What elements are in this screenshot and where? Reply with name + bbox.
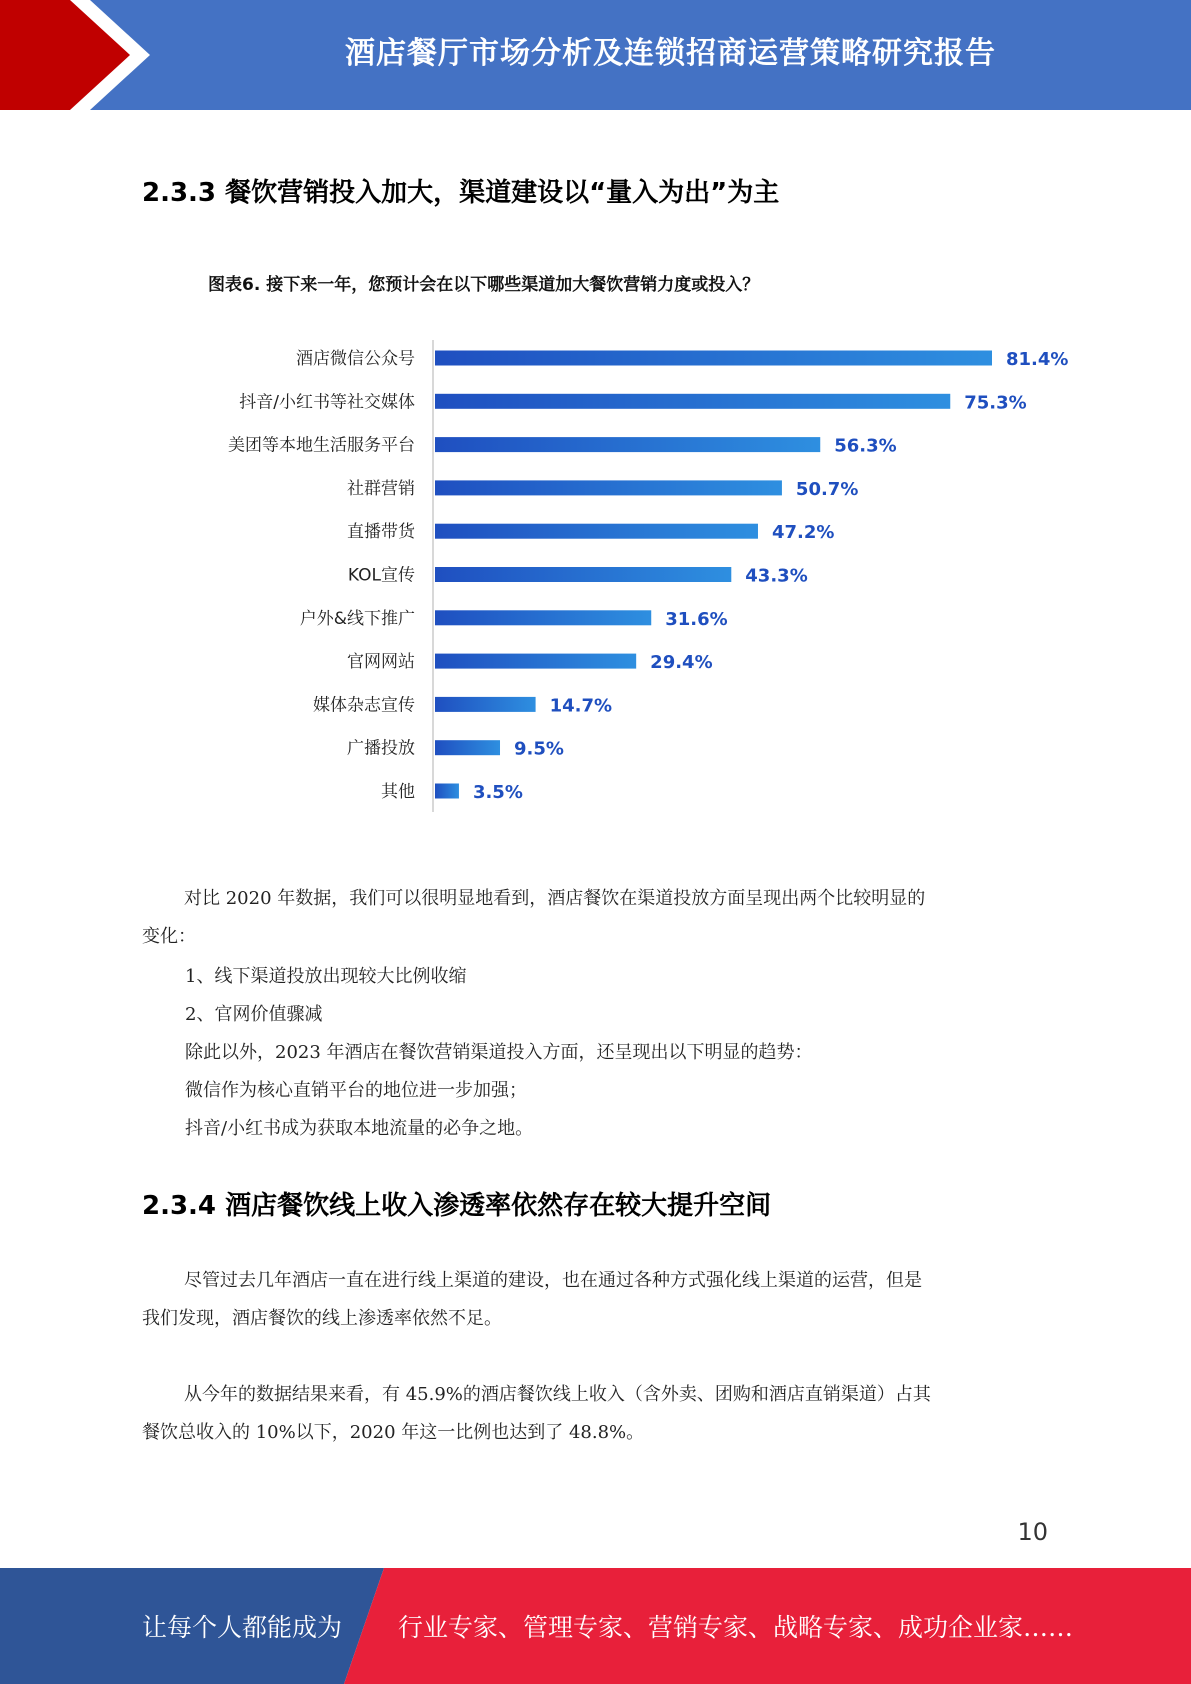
category-label: 抖音/小红书等社交媒体 [239, 392, 415, 413]
data-label: 14.7% [549, 695, 613, 717]
chart-title: 图表6. 接下来一年，您预计会在以下哪些渠道加大餐饮营销力度或投入？ [208, 275, 760, 295]
bar [435, 480, 782, 495]
bar [435, 394, 950, 409]
footer-banner [0, 1568, 1191, 1684]
data-label: 75.3% [964, 392, 1027, 414]
bar-chart [180, 250, 1080, 820]
page-number: 10 [1017, 1518, 1048, 1546]
bar [435, 784, 459, 799]
data-label: 31.6% [665, 608, 728, 630]
paragraph-wechat: 微信作为核心直销平台的地位进一步加强； [185, 1080, 527, 1101]
bar [435, 567, 731, 582]
bars-group [228, 349, 1068, 803]
category-label: 美团等本地生活服务平台 [228, 435, 415, 456]
data-label: 50.7% [795, 478, 859, 500]
header-banner [0, 0, 1191, 110]
data-label: 47.2% [771, 522, 835, 544]
bar [435, 437, 820, 452]
list-item-2: 2、官网价值骤减 [185, 1004, 323, 1025]
bar-chart-svg [180, 250, 1080, 820]
bar [435, 524, 758, 539]
footer-slogan-right: 行业专家、管理专家、营销专家、战略专家、成功企业家…… [398, 1613, 1074, 1642]
footer-slogan-left: 让每个人都能成为 [142, 1613, 343, 1642]
category-label: 酒店微信公众号 [296, 349, 415, 369]
section-heading-2-3-3: 2.3.3 餐饮营销投入加大，渠道建设以“量入为出”为主 [142, 178, 780, 208]
paragraph-online-channels [142, 1262, 1052, 1338]
bar [435, 740, 500, 755]
category-label: 直播带货 [347, 522, 415, 543]
paragraph-comparison [142, 880, 1052, 956]
data-label: 56.3% [834, 435, 897, 457]
data-label: 9.5% [514, 738, 564, 760]
paragraph-line: 从今年的数据结果来看，有 45.9%的酒店餐饮线上收入（含外卖、团购和酒店直销渠道）占其 [184, 1384, 931, 1405]
paragraph-trend: 除此以外，2023 年酒店在餐饮营销渠道投入方面，还呈现出以下明显的趋势： [185, 1042, 813, 1063]
paragraph-line: 餐饮总收入的 10%以下，2020 年这一比例也达到了 48.8%。 [142, 1422, 645, 1443]
category-label: 社群营销 [347, 478, 415, 499]
category-label: 户外&线下推广 [299, 608, 415, 629]
list-item-1: 1、线下渠道投放出现较大比例收缩 [185, 966, 467, 987]
paragraph-douyin: 抖音/小红书成为获取本地流量的必争之地。 [185, 1118, 534, 1139]
bar [435, 654, 636, 669]
bar [435, 351, 992, 366]
paragraph-line: 变化： [142, 926, 196, 947]
paragraph-line: 我们发现，酒店餐饮的线上渗透率依然不足。 [142, 1308, 502, 1329]
data-label: 43.3% [745, 565, 808, 587]
bar [435, 610, 651, 625]
data-label: 81.4% [1006, 349, 1069, 370]
header-arrow-decoration [0, 0, 150, 110]
category-label: 官网网站 [347, 652, 415, 673]
paragraph-line: 尽管过去几年酒店一直在进行线上渠道的建设，也在通过各种方式强化线上渠道的运营，但是 [184, 1270, 922, 1291]
category-label: 其他 [381, 782, 415, 802]
report-title: 酒店餐厅市场分析及连锁招商运营策略研究报告 [345, 36, 996, 71]
data-label: 3.5% [472, 782, 523, 803]
data-label: 29.4% [650, 652, 713, 674]
category-label: KOL宣传 [347, 565, 415, 586]
paragraph-online-penetration [142, 1376, 1052, 1452]
section-heading-2-3-4: 2.3.4 酒店餐饮线上收入渗透率依然存在较大提升空间 [142, 1191, 772, 1221]
bar [435, 697, 536, 712]
category-label: 广播投放 [347, 738, 415, 759]
paragraph-line: 对比 2020 年数据，我们可以很明显地看到，酒店餐饮在渠道投放方面呈现出两个比较明显的 [184, 888, 926, 909]
category-label: 媒体杂志宣传 [313, 695, 415, 716]
